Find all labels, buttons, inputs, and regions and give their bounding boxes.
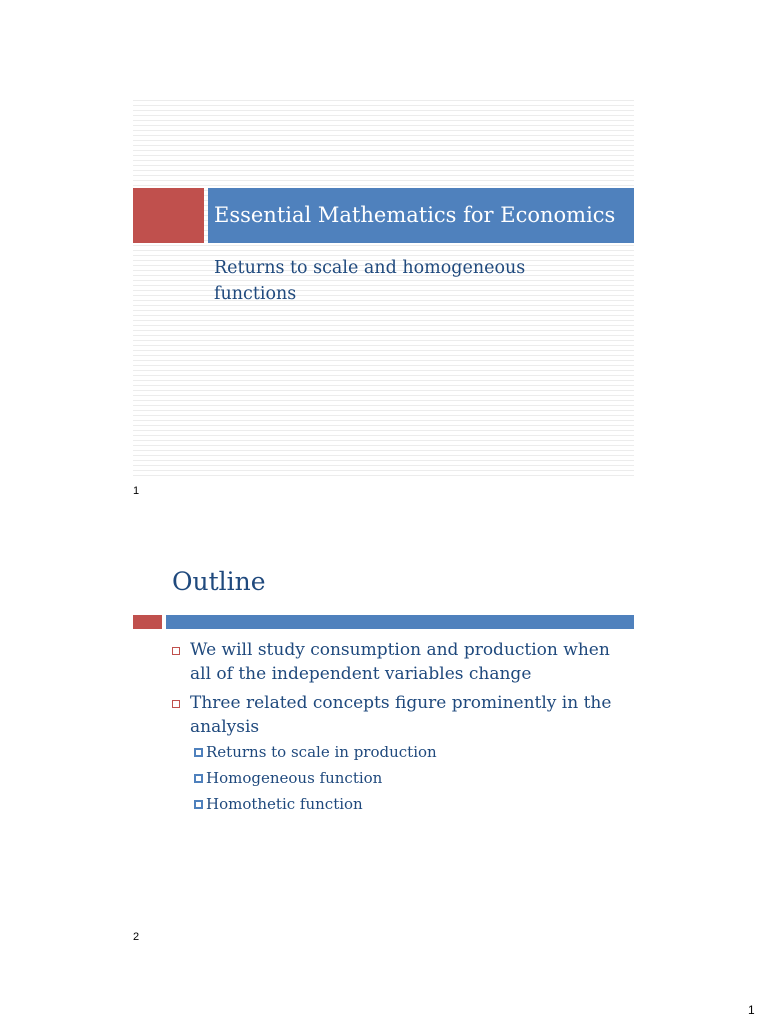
sub-bullet-list bbox=[190, 739, 622, 817]
bullet-text: Three related concepts figure prominently in the analysis bbox=[190, 693, 612, 737]
filled-square-bullet-icon bbox=[194, 800, 203, 809]
slide-2-number: 2 bbox=[133, 931, 140, 943]
bullet-list bbox=[172, 638, 622, 822]
filled-square-bullet-icon bbox=[194, 774, 203, 783]
divider-accent-red-block bbox=[133, 615, 162, 629]
square-bullet-icon bbox=[172, 700, 180, 708]
filled-square-bullet-icon bbox=[194, 748, 203, 757]
square-bullet-icon bbox=[172, 647, 180, 655]
slide-1-subtitle: Returns to scale and homogeneous functions bbox=[214, 258, 526, 304]
bullet-item bbox=[172, 691, 622, 817]
sub-bullet-item bbox=[190, 791, 622, 817]
slide-2 bbox=[133, 552, 634, 892]
divider-bar bbox=[166, 615, 634, 629]
title-accent-red-block bbox=[133, 188, 204, 243]
sub-bullet-text: Homothetic function bbox=[206, 795, 363, 813]
sub-bullet-text: Homogeneous function bbox=[206, 769, 383, 787]
bullet-text: We will study consumption and production when all of the independent variables change bbox=[190, 640, 610, 684]
slide-1 bbox=[133, 100, 634, 476]
bullet-item bbox=[172, 638, 622, 686]
slide-1-number: 1 bbox=[133, 485, 140, 497]
slide-2-title: Outline bbox=[172, 567, 266, 596]
slide-1-title: Essential Mathematics for Economics bbox=[214, 203, 616, 227]
sub-bullet-text: Returns to scale in production bbox=[206, 743, 437, 761]
page-number: 1 bbox=[748, 1003, 755, 1017]
sub-bullet-item bbox=[190, 765, 622, 791]
sub-bullet-item bbox=[190, 739, 622, 765]
